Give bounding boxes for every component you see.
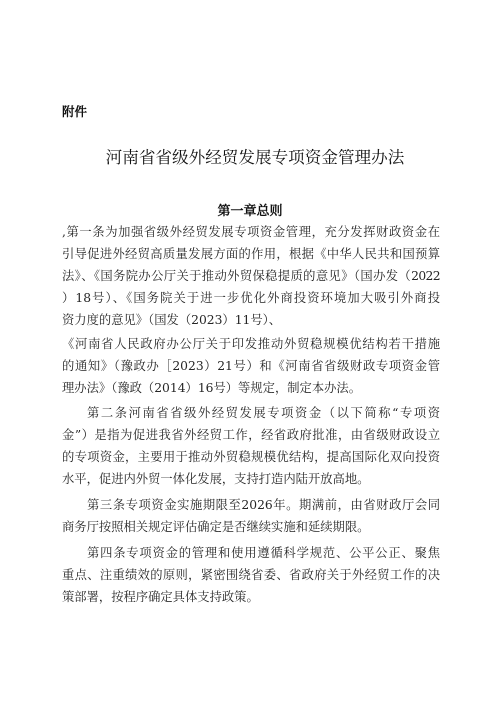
attachment-label: 附件 bbox=[62, 104, 88, 119]
text-line: 资力度的意见》（国发（2023）11号）、 bbox=[62, 313, 282, 327]
text-line: 第四条专项资金的管理和使用遵循科学规范、公平公正、聚焦 bbox=[87, 546, 440, 560]
text-line: 商务厅按照相关规定评估确定是否继续实施和延续期限。 bbox=[62, 520, 370, 534]
text-line: 的通知》（豫政办［2023）21号）和《河南省省级财政专项资金管 bbox=[62, 359, 440, 373]
paragraph-article-4 bbox=[62, 542, 440, 608]
text-line: 金”）是指为促进我省外经贸工作，经省政府批准，由省级财政设立 bbox=[62, 428, 440, 442]
paragraph-article-3 bbox=[62, 494, 440, 538]
paragraph-article-2 bbox=[62, 402, 440, 490]
text-line: 第三条专项资金实施期限至2026年。期满前，由省财政厅会同 bbox=[87, 498, 440, 512]
text-line: 《河南省人民政府办公厅关于印发推动外贸稳规模优结构若干措施 bbox=[62, 337, 440, 351]
text-line: 引导促进外经贸高质量发展方面的作用，根据《中华人民共和国预算 bbox=[62, 247, 440, 261]
document-title: 河南省省级外经贸发展专项资金管理办法 bbox=[105, 148, 405, 167]
document-body bbox=[62, 221, 440, 608]
text-line: ）18号）、《国务院关于进一步优化外商投资环境加大吸引外商投 bbox=[62, 291, 440, 305]
text-line: 法》、《国务院办公厅关于推动外贸保稳提质的意见》（国办发（2022 bbox=[62, 269, 440, 283]
text-line: 第二条河南省省级外经贸发展专项资金（以下简称“专项资 bbox=[87, 406, 440, 420]
text-line: 水平，促进内外贸一体化发展，支持打造内陆开放高地。 bbox=[62, 472, 370, 486]
text-line: 策部署，按程序确定具体支持政策。 bbox=[62, 590, 259, 604]
text-line: 的专项资金，主要用于推动外贸稳规模优结构，提高国际化双向投资 bbox=[62, 450, 440, 464]
chapter-heading: 第一章总则 bbox=[217, 204, 283, 219]
paragraph-article-1 bbox=[62, 221, 440, 331]
paragraph-article-1-continued bbox=[62, 333, 440, 399]
text-line: ,第一条为加强省级外经贸发展专项资金管理，充分发挥财政资金在 bbox=[62, 225, 440, 239]
text-line: 重点、注重绩效的原则，紧密围绕省委、省政府关于外经贸工作的决 bbox=[62, 568, 440, 582]
text-line: 理办法》（豫政（2014）16号）等规定，制定本办法。 bbox=[62, 381, 362, 395]
